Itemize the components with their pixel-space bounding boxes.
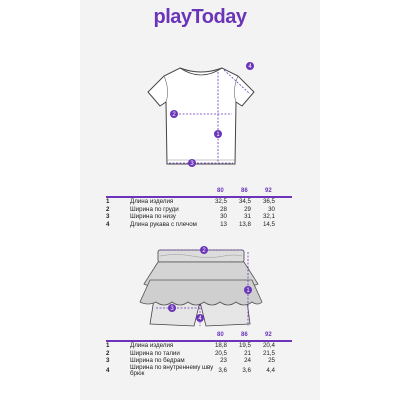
size-table-tshirt [106,188,292,228]
table-row: 2 Ширина по талии 20,5 21 21,5 [106,349,275,357]
svg-text:4: 4 [198,316,202,323]
shorts-diagram [136,244,266,334]
svg-text:1: 1 [216,132,220,139]
svg-text:2: 2 [202,248,206,255]
size-92: 92 [265,332,272,338]
svg-text:3: 3 [190,161,194,168]
table-row: 1 Длина изделия 18,8 19,5 20,4 [106,342,275,349]
table-row: 3 Ширина по бедрам 23 24 25 [106,357,275,365]
table-row: 2 Ширина по груди 28 29 30 [106,205,275,213]
size-80: 80 [217,332,224,338]
size-80: 80 [217,188,224,194]
table-row: 3 Ширина по низу 30 31 32,1 [106,213,275,221]
size-86: 86 [241,188,248,194]
size-table-header [106,188,292,198]
brand-logo: playToday [153,6,247,28]
table-row: 4 Ширина по внутреннему шву брюк 3,6 3,6 4,4 [106,363,275,378]
table-row: 1 Длина изделия 32,5 34,5 36,5 [106,198,275,205]
marker-3 [188,159,196,167]
table-row: 4 Длина рукава с плечом 13 13,8 14,5 [106,220,275,228]
svg-text:1: 1 [246,288,250,295]
size-92: 92 [265,188,272,194]
svg-text:4: 4 [248,64,252,71]
size-86: 86 [241,332,248,338]
svg-text:3: 3 [170,306,174,313]
marker-4 [196,314,204,322]
marker-4 [246,62,254,70]
tshirt-diagram [134,52,268,172]
size-table-shorts [106,332,292,378]
product-sheet [80,0,320,400]
size-table-header [106,332,292,342]
svg-text:2: 2 [172,112,176,119]
